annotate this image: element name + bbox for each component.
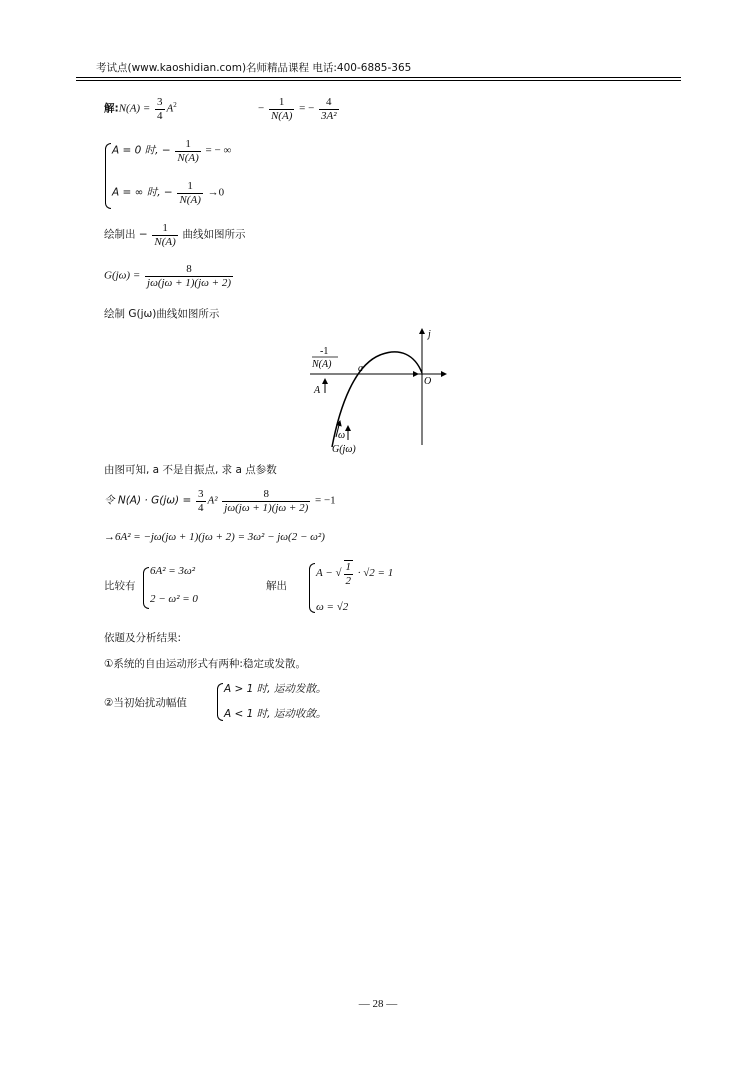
draw-neg-inv-text: 绘制出 − $\frac{1}{N(A)}$ 曲线如图所示 (104, 222, 246, 248)
result-2-label: ②当初始扰动幅值 (104, 697, 187, 709)
eq1-lhs: N(A) = (118, 102, 151, 115)
g-curve-label: G(jω) (332, 444, 356, 455)
solve-label: 解出 (266, 580, 287, 592)
eq-product: 令 N(A) · G(jω) = $\frac{3}{4}$ A² $\frac{8}{j\omega(j\omega + 1)(j\omega + 2)}$ = −1 (104, 488, 336, 514)
eq-n-of-a: 解:N(A) = $\frac{3}{4}$ $A^2$ (104, 96, 177, 122)
eq1-fraction: $\frac{3}{4}$ (157, 96, 163, 122)
a-arrow-label: A (314, 385, 321, 396)
g-curve (332, 352, 422, 447)
case-a-infinity: A = ∞ 时, − $\frac{1}{N(A)}$ →0 (112, 180, 225, 206)
result-title: 依题及分析结果: (104, 632, 182, 644)
solution-label: 解: (104, 102, 119, 115)
compare-label: 比较有 (104, 580, 136, 592)
cases-brace (105, 143, 111, 209)
neg-inv-label-num: -1 (320, 346, 329, 357)
compare-eq-1: 6A² = 3ω² (150, 565, 196, 577)
solve-brace (309, 563, 315, 613)
page-header: 考试点(www.kaoshidian.com)名师精品课程 电话:400-6885-365 (96, 62, 412, 74)
omega-label: ω (338, 430, 346, 441)
imag-axis-label: j (428, 329, 431, 340)
result-1: ①系统的自由运动形式有两种:稳定或发散。 (104, 658, 306, 670)
eq1-tail: A (166, 102, 174, 115)
result-2-brace (217, 683, 223, 721)
compare-brace (143, 567, 149, 609)
nyquist-figure (300, 325, 460, 460)
compare-eq-2: 2 − ω² = 0 (150, 593, 198, 605)
solve-eq-1: A − √ $\frac{1}{2}$ · √2 = 1 (316, 561, 394, 587)
eq-neg-inv-n: − $\frac{1}{N(A)}$ = − $\frac{4}{\text{3A²}}$ (258, 96, 337, 122)
page-number: — 28 — (358, 998, 398, 1010)
header-rule-top (76, 77, 681, 78)
conclusion-text: 由图可知, a 不是自振点, 求 a 点参数 (104, 464, 277, 476)
draw-g-text: 绘制 G(jω)曲线如图所示 (104, 308, 220, 320)
result-2b: A < 1 时, 运动收敛。 (224, 708, 327, 720)
result-2a: A > 1 时, 运动发散。 (224, 683, 327, 695)
eq-g-jw: G(jω) = $\frac{8}{j\omega(j\omega + 1)(j\omega + 2)}$ (104, 263, 231, 289)
point-a-label: a (358, 363, 363, 374)
header-rule-bottom (76, 80, 681, 81)
origin-label: O (424, 376, 432, 387)
solve-eq-2: ω = √2 (316, 601, 349, 613)
eq-expanded: →6A² = −jω(jω + 1)(jω + 2) = 3ω² − jω(2 − ω²) (104, 531, 325, 543)
case-a-zero: A = 0 时, − $\frac{1}{N(A)}$ = − ∞ (112, 138, 232, 164)
neg-inv-label-den: N(A) (312, 359, 332, 370)
